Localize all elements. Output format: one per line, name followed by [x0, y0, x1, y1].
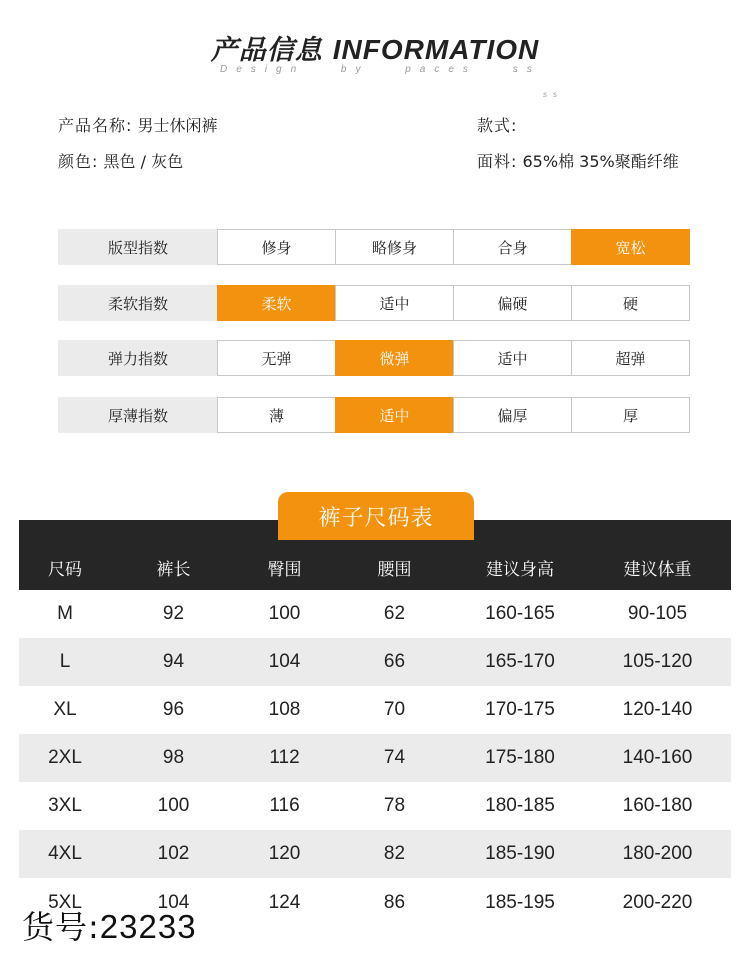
table-cell: 100 — [157, 795, 190, 816]
table-cell: 92 — [162, 603, 185, 624]
index-option: 无弹 — [217, 340, 336, 376]
table-cell: 160-180 — [622, 795, 693, 816]
product-name-row — [58, 113, 218, 136]
index-row-softness — [58, 285, 692, 321]
header-title — [211, 35, 539, 66]
table-row — [19, 638, 731, 686]
table-cell: 160-165 — [485, 603, 555, 624]
table-cell: 74 — [383, 747, 406, 768]
index-option: 修身 — [217, 229, 336, 265]
index-option: 偏硬 — [453, 285, 572, 321]
table-cell: 120 — [268, 843, 301, 864]
header-title-en: INFORMATION — [332, 34, 540, 65]
table-cell: 86 — [383, 892, 406, 913]
table-cell: XL — [53, 699, 77, 720]
column-header: 尺码 — [48, 559, 82, 580]
column-header: 建议身高 — [486, 559, 554, 580]
table-cell: 62 — [383, 603, 406, 624]
table-cell: 90-105 — [627, 603, 688, 624]
color-row — [58, 149, 183, 172]
index-option: 适中 — [335, 285, 454, 321]
index-option-selected: 微弹 — [335, 340, 454, 376]
table-cell: 4XL — [48, 843, 82, 864]
table-cell: 3XL — [48, 795, 82, 816]
style-row — [477, 113, 517, 136]
table-row — [19, 782, 731, 830]
table-cell: 124 — [268, 892, 301, 913]
index-label: 版型指数 — [58, 229, 218, 265]
table-cell: 120-140 — [622, 699, 693, 720]
info-header — [0, 28, 750, 67]
table-cell: 185-195 — [485, 892, 555, 913]
index-option: 薄 — [217, 397, 336, 433]
header-subtitle-tail: ss — [543, 90, 563, 99]
table-cell: 180-200 — [622, 843, 693, 864]
color-label: 颜色: — [58, 152, 99, 171]
size-table-header-row — [19, 544, 731, 590]
table-cell: 2XL — [48, 747, 82, 768]
table-cell: 175-180 — [485, 747, 555, 768]
column-header: 臀围 — [267, 559, 302, 580]
column-header: 建议体重 — [623, 559, 692, 580]
table-cell: 170-175 — [485, 699, 555, 720]
table-row — [19, 686, 731, 734]
table-row — [19, 734, 731, 782]
table-cell: 200-220 — [622, 892, 693, 913]
header-title-cn: 产品信息 — [210, 35, 323, 66]
table-cell: 98 — [162, 747, 185, 768]
index-option: 适中 — [453, 340, 572, 376]
table-cell: 78 — [383, 795, 406, 816]
index-option-selected: 适中 — [335, 397, 454, 433]
table-cell: L — [59, 651, 71, 672]
table-cell: 66 — [383, 651, 406, 672]
sku-number: 23233 — [99, 908, 197, 945]
index-option-selected: 柔软 — [217, 285, 336, 321]
color-value: 黑色 / 灰色 — [103, 152, 184, 171]
column-header: 腰围 — [377, 559, 412, 580]
index-row-stretch — [58, 340, 692, 376]
table-cell: 5XL — [48, 892, 82, 913]
size-table-title: 裤子尺码表 — [278, 492, 474, 540]
fabric-row — [477, 149, 679, 172]
fabric-value: 65%棉 35%聚酯纤维 — [522, 152, 679, 171]
table-cell: 94 — [162, 651, 185, 672]
sku-label — [22, 902, 197, 948]
table-cell: 112 — [269, 747, 300, 768]
style-label: 款式: — [477, 116, 518, 135]
index-option: 超弹 — [571, 340, 690, 376]
index-row-thickness — [58, 397, 692, 433]
table-cell: M — [57, 603, 73, 624]
table-row — [19, 590, 731, 638]
index-label: 弹力指数 — [58, 340, 218, 376]
index-option: 略修身 — [335, 229, 454, 265]
fabric-label: 面料: — [477, 152, 518, 171]
table-cell: 165-170 — [485, 651, 555, 672]
table-cell: 116 — [269, 795, 300, 816]
index-row-fit — [58, 229, 692, 265]
index-option: 硬 — [571, 285, 690, 321]
table-cell: 82 — [383, 843, 406, 864]
column-header: 裤长 — [156, 559, 191, 580]
product-name-label: 产品名称: — [58, 116, 133, 135]
table-cell: 140-160 — [622, 747, 693, 768]
index-label: 厚薄指数 — [58, 397, 218, 433]
table-cell: 108 — [268, 699, 301, 720]
sku-label-text: 货号: — [22, 908, 100, 946]
index-option: 厚 — [571, 397, 690, 433]
header-subtitle: Design by paces ss — [220, 64, 541, 75]
index-option: 合身 — [453, 229, 572, 265]
table-cell: 180-185 — [485, 795, 555, 816]
table-row — [19, 830, 731, 878]
table-cell: 104 — [268, 651, 301, 672]
table-cell: 105-120 — [622, 651, 693, 672]
table-cell: 70 — [383, 699, 406, 720]
table-cell: 185-190 — [485, 843, 555, 864]
table-cell: 102 — [157, 843, 190, 864]
index-option-selected: 宽松 — [571, 229, 690, 265]
table-cell: 104 — [157, 892, 190, 913]
product-name-value: 男士休闲裤 — [137, 116, 218, 135]
table-cell: 96 — [162, 699, 185, 720]
index-label: 柔软指数 — [58, 285, 218, 321]
table-cell: 100 — [268, 603, 301, 624]
index-option: 偏厚 — [453, 397, 572, 433]
